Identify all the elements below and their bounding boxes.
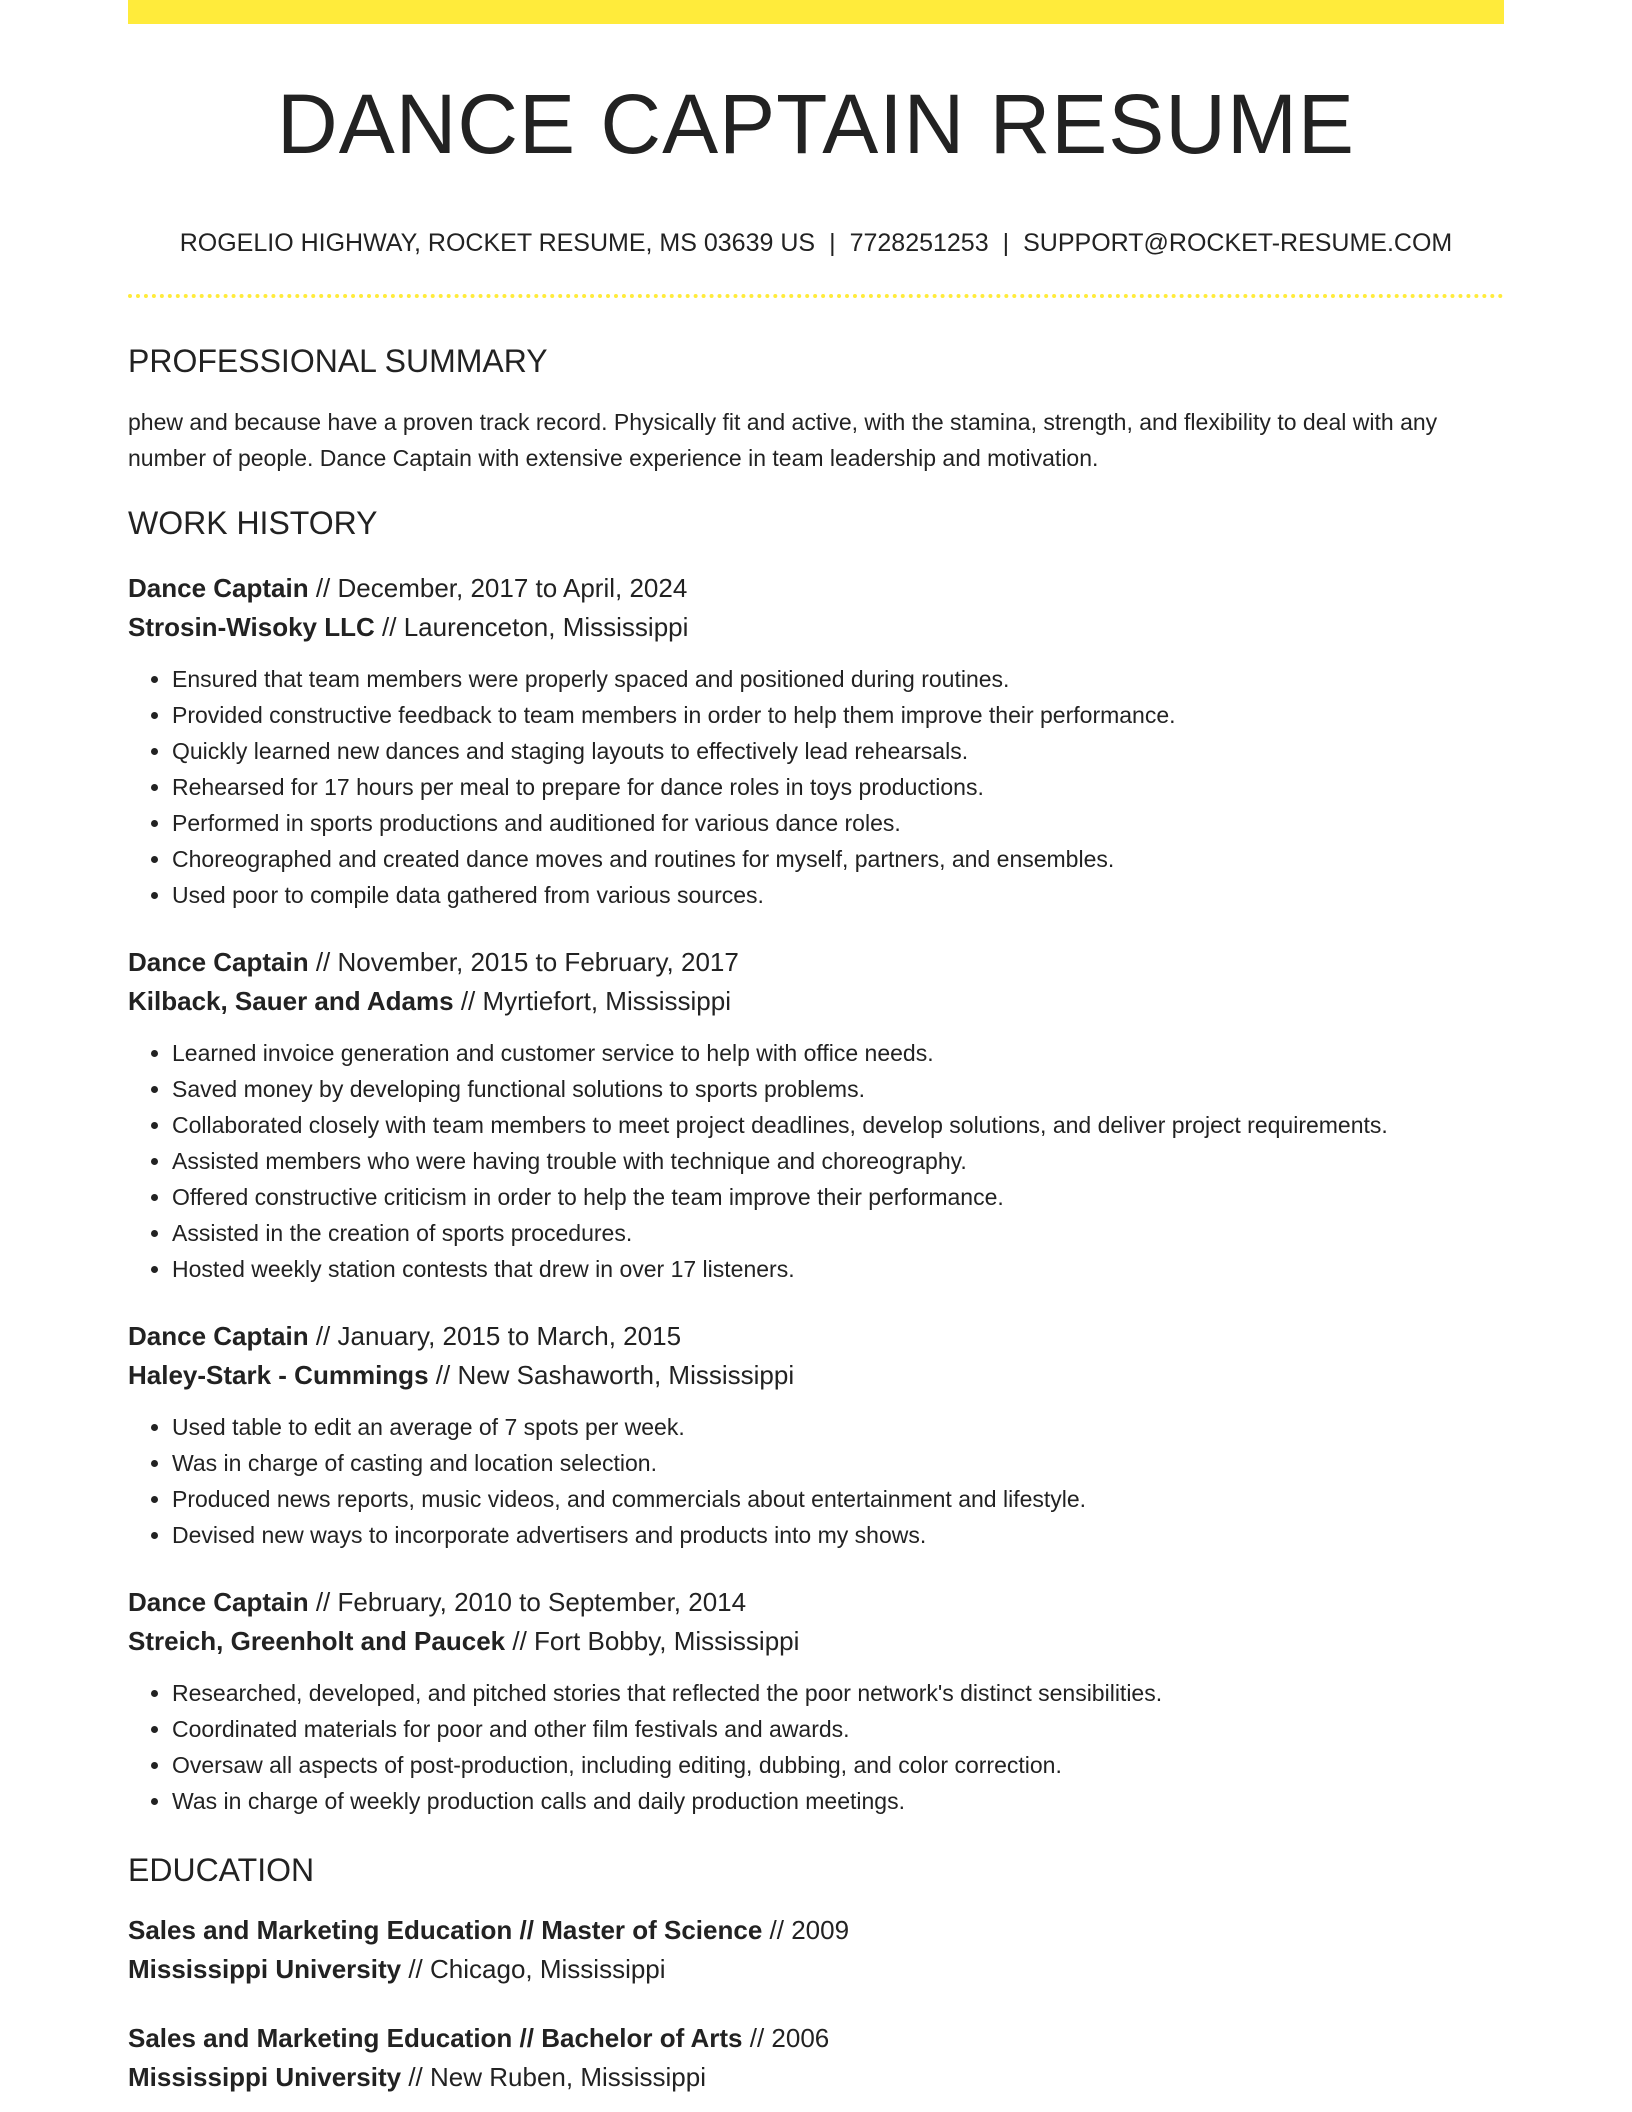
contact-line [128,228,1504,258]
delimiter: // [453,985,483,1016]
delimiter: // [762,1915,792,1946]
job-company: Strosin-Wisoky LLC [128,611,375,642]
education-entry [128,2019,1504,2097]
list-item: • Choreographed and created dance moves and routines for myself, partners, and ensembles. [172,841,1504,877]
list-item: • Performed in sports productions and auditioned for various dance roles. [172,805,1504,841]
delimiter: // [308,1320,338,1351]
job-dates: December, 2017 to April, 2024 [337,572,688,603]
education-year: 2009 [791,1915,850,1946]
job-location: Laurenceton, Mississippi [403,611,689,642]
delimiter: // [428,1359,458,1390]
delimiter: // [374,611,404,642]
list-item: • Collaborated closely with team members to meet project deadlines, develop solutions, and deliver project requirements. [172,1107,1504,1143]
job-role-line [128,1317,1504,1356]
delimiter: // [401,2062,431,2093]
education-degree-line [128,1911,1504,1950]
list-item: • Learned invoice generation and customer service to help with office needs. [172,1035,1504,1071]
job-bullets [128,661,1504,913]
job-role-line [128,569,1504,608]
job-bullets [128,1675,1504,1819]
delimiter: // [308,1586,338,1617]
job-entry [128,1583,1504,1819]
job-location: Myrtiefort, Mississippi [482,985,731,1016]
job-role: Dance Captain [128,1586,309,1617]
top-accent-bar [128,0,1504,24]
education-degree: Sales and Marketing Education // Master of Science [128,1915,763,1946]
job-bullets [128,1035,1504,1287]
job-entry [128,1317,1504,1553]
job-dates: January, 2015 to March, 2015 [337,1320,682,1351]
education-degree: Sales and Marketing Education // Bachelor of Arts [128,2023,743,2054]
page-title: DANCE CAPTAIN RESUME [277,77,1355,171]
job-role: Dance Captain [128,1320,309,1351]
education-heading: EDUCATION [128,1851,315,1888]
education-entry [128,1911,1504,1989]
job-entry [128,943,1504,1287]
list-item: • Saved money by developing functional solutions to sports problems. [172,1071,1504,1107]
education-school: Mississippi University [128,1954,402,1985]
education-degree-line [128,2019,1504,2058]
list-item: • Provided constructive feedback to team members in order to help them improve their performance. [172,697,1504,733]
job-bullets [128,1409,1504,1553]
education-school-line [128,1950,1504,1989]
list-item: • Hosted weekly station contests that drew in over 17 listeners. [172,1251,1504,1287]
list-item: • Assisted in the creation of sports procedures. [172,1215,1504,1251]
job-location: New Sashaworth, Mississippi [457,1359,795,1390]
resume-page [128,0,1504,2097]
education-location: Chicago, Mississippi [430,1954,666,1985]
contact-address: ROGELIO HIGHWAY, ROCKET RESUME, MS 03639 US [179,229,816,257]
job-company: Kilback, Sauer and Adams [128,985,454,1016]
list-item: • Devised new ways to incorporate advertisers and products into my shows. [172,1517,1504,1553]
job-role-line [128,1583,1504,1622]
job-company: Haley-Stark - Cummings [128,1359,429,1390]
dotted-divider [128,294,1504,298]
list-item: • Was in charge of casting and location selection. [172,1445,1504,1481]
education-school-line [128,2058,1504,2097]
education-location: New Ruben, Mississippi [430,2062,706,2093]
education-year: 2006 [771,2023,830,2054]
job-dates: February, 2010 to September, 2014 [337,1586,747,1617]
job-company-line [128,982,1504,1021]
list-item: • Used table to edit an average of 7 spots per week. [172,1409,1504,1445]
list-item: • Quickly learned new dances and staging layouts to effectively lead rehearsals. [172,733,1504,769]
summary-text: phew and because have a proven track record. Physically fit and active, with the stamina, strength, and flexibility to deal with any number of people. Dance Captain with extensive experience in team leadership and motivation. [128,409,1438,472]
contact-separator: | [1002,229,1010,257]
list-item: • Coordinated materials for poor and other film festivals and awards. [172,1711,1504,1747]
delimiter: // [308,572,338,603]
job-company-line [128,1356,1504,1395]
contact-phone: 7728251253 [849,229,989,257]
job-company-line [128,1622,1504,1661]
job-entry [128,569,1504,913]
job-location: Fort Bobby, Mississippi [534,1625,800,1656]
delimiter: // [505,1625,535,1656]
list-item: • Researched, developed, and pitched stories that reflected the poor network's distinct sensibilities. [172,1675,1504,1711]
list-item: • Ensured that team members were properly spaced and positioned during routines. [172,661,1504,697]
list-item: • Rehearsed for 17 hours per meal to prepare for dance roles in toys productions. [172,769,1504,805]
list-item: • Used poor to compile data gathered from various sources. [172,877,1504,913]
job-role-line [128,943,1504,982]
list-item: • Was in charge of weekly production calls and daily production meetings. [172,1783,1504,1819]
list-item: • Produced news reports, music videos, and commercials about entertainment and lifestyle. [172,1481,1504,1517]
delimiter: // [308,946,338,977]
list-item: • Oversaw all aspects of post-production, including editing, dubbing, and color correction. [172,1747,1504,1783]
job-company: Streich, Greenholt and Paucek [128,1625,506,1656]
job-role: Dance Captain [128,572,309,603]
summary-heading: PROFESSIONAL SUMMARY [128,343,548,379]
list-item: • Assisted members who were having trouble with technique and choreography. [172,1143,1504,1179]
contact-email: SUPPORT@ROCKET-RESUME.COM [1023,229,1453,257]
delimiter: // [401,1954,431,1985]
job-role: Dance Captain [128,946,309,977]
list-item: • Offered constructive criticism in order to help the team improve their performance. [172,1179,1504,1215]
delimiter: // [742,2023,772,2054]
job-company-line [128,608,1504,647]
work-history-heading: WORK HISTORY [128,505,378,542]
contact-separator: | [829,229,836,257]
job-dates: November, 2015 to February, 2017 [337,946,739,977]
education-school: Mississippi University [128,2062,402,2093]
